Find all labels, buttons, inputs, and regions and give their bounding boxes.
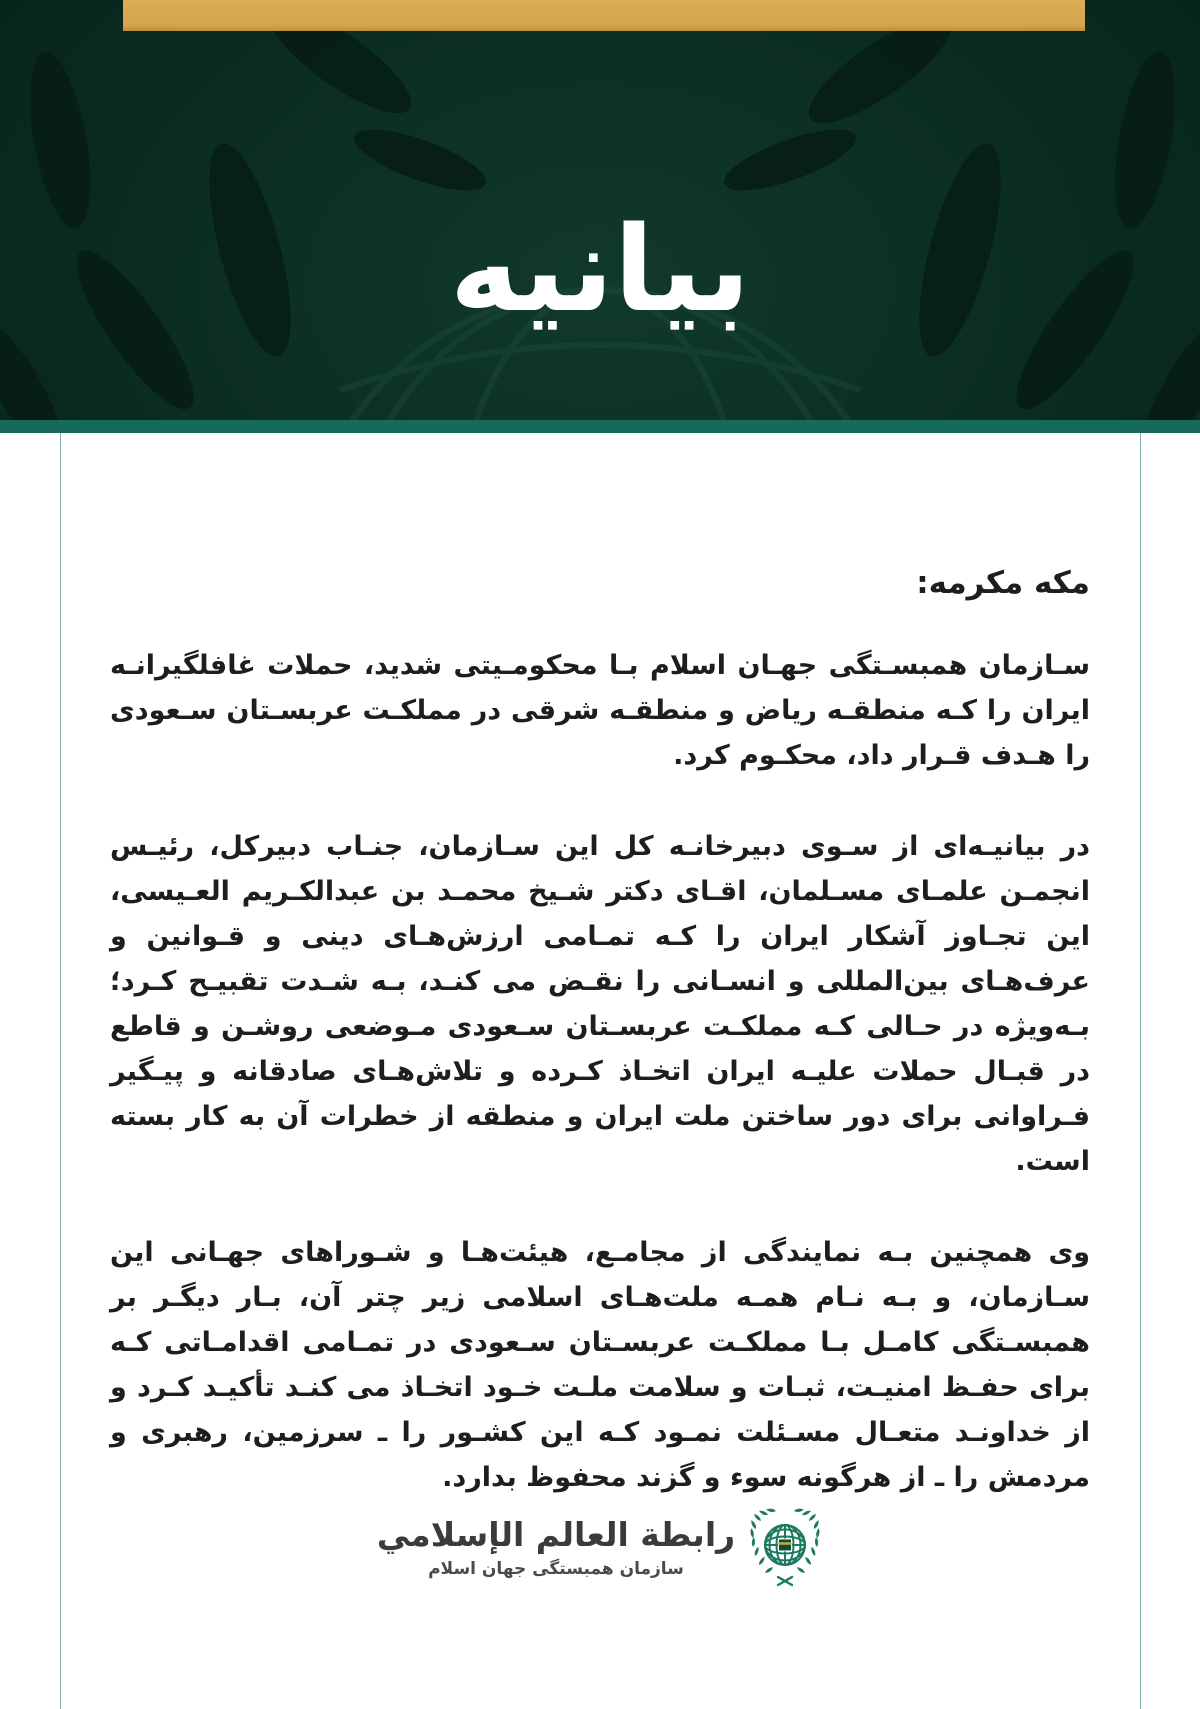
statement-title: بیانیه xyxy=(449,200,751,338)
org-name-arabic: رابطة العالم الإسلامي xyxy=(376,1515,736,1555)
statement-body xyxy=(110,433,1090,1546)
organization-names xyxy=(377,1515,735,1579)
statement-page xyxy=(0,433,1200,1709)
gold-accent-bar xyxy=(123,0,1085,31)
teal-divider xyxy=(0,420,1200,433)
kaaba-icon xyxy=(779,1539,792,1551)
statement-paragraph: وی همچنین بـه نمایندگی از مجامـع، هیئت‌هـا و شـوراهای جهـانی این سـازمان، و بـه نـام همـه ملت‌هـای اسلامی زیر چتر آن، بـار دیگـر بر همبسـتگی کامـل بـا مملکـت عربسـتان سـعودی در تمـامی اقدامـاتی کـه برای حفـظ امنیـت، ثبـات و سلامت ملـت خـود اتخـاذ می کنـد تأکیـد کـرد و از خداونـد متعـال مسـئلت نمـود کـه این کشـور را ـ سرزمین، رهبری و مردمش را ـ از هرگونه سوء و گزند محفوظ بدارد. xyxy=(110,1237,1090,1493)
location-heading: مکه مکرمه: xyxy=(916,565,1090,601)
organization-logo xyxy=(0,1505,1200,1589)
globe-wreath-emblem-icon xyxy=(747,1505,823,1589)
org-name-persian: سازمان همبستگی جهان اسلام xyxy=(428,1558,684,1579)
statement-header xyxy=(0,0,1200,420)
statement-paragraph: سـازمان همبسـتگی جهـان اسلام بـا محکومـیتی شدید، حملات غافلگیرانـه ایران را کـه منطقـه ریاض و منطقـه شرقی در مملکـت عربسـتان سـعودی را هـدف قـرار داد، محکـوم کرد. xyxy=(110,650,1090,771)
statement-paragraph: در بیانیـه‌ای از سـوی دبیرخانـه کل این سـازمان، جنـاب دبیرکل، رئیـس انجمـن علمـای مسـلمان، اقـای دکتر شـیخ محمـد بن عبدالکـریم العـیسی، این تجـاوز آشکار ایران را کـه تمـامی ارزش‌هـای دینی و قـوانین و عرف‌هـای بین‌المللی و انسـانی را نقـض می کنـد، بـه شـدت تقبیـح کـرد؛ بـه‌ویژه در حـالی کـه مملکـت عربسـتان سـعودی مـوضعی روشـن و قاطع در قبـال حملات علیـه ایران اتخـاذ کـرده و تلاش‌هـای صادقانه و پیـگیر فـراوانی برای دور ساختن ملت ایران و منطقه از خطرات آن به کار بسته است. xyxy=(110,831,1090,1177)
